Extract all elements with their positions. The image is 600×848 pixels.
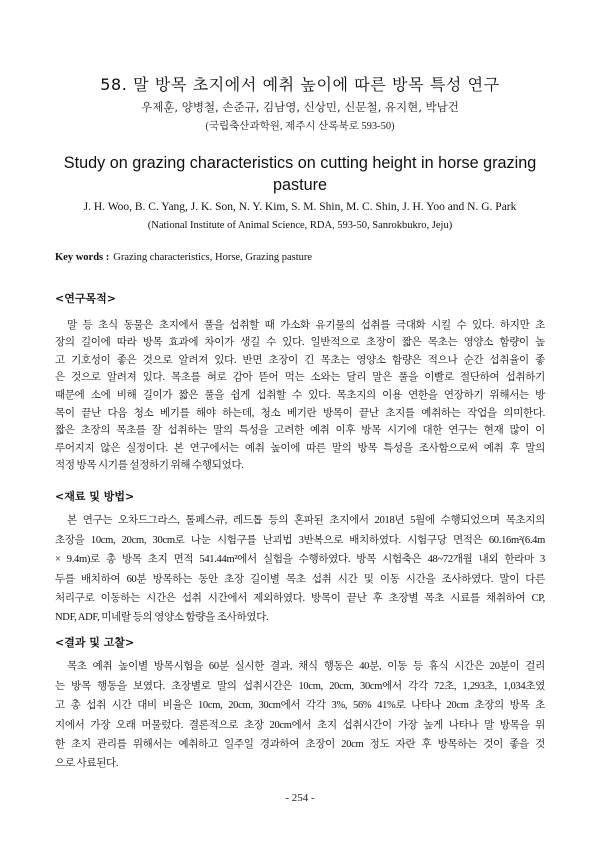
body-line: 때문에 소에 비해 길이가 짧은 풀을 쉽게 섭취할 수 있다. 목초지의 이용 연한을 연장하기 위해서는 방 (55, 390, 545, 402)
body-line: 짧은 초장의 목초를 잘 섭취하는 말의 특성을 고려한 예취 이후 방목 시기에 대한 연구는 현재 많이 이 (55, 425, 545, 437)
english-title: Study on grazing characteristics on cutting height in horse grazing pasture (63, 154, 537, 194)
section-heading-methods: <재료 및 방법> (55, 490, 135, 503)
body-line: 는 방목 행동을 보였다. 초장별로 말의 섭취시간은 10cm, 20cm, 30cm에서 각각 72초, 1,293초, 1,034초였 (55, 680, 545, 692)
body-line: 말 등 초식 동물은 초지에서 풀을 섭취할 때 가소화 유기물의 섭취를 극대화 시킬 수 있다. 하지만 초 (67, 319, 545, 331)
section-heading-results: <결과 및 고찰> (55, 636, 135, 649)
body-line: 초장을 10cm, 20cm, 30cm로 나눈 시험구를 난괴법 3반복으로 배치하였다. 시험구당 면적은 60.16m²(6.4m (55, 534, 545, 546)
keywords-label: Key words : (55, 252, 110, 263)
objective-paragraph (55, 317, 545, 475)
korean-authors: 우제훈, 양병철, 손준규, 김남영, 신상민, 신문철, 유지현, 박남건 (141, 100, 459, 114)
methods-paragraph (55, 511, 545, 627)
body-line: 한 초지 관리를 위해서는 예취하고 일주일 경과하여 초장이 20cm 정도 자란 후 방목하는 것이 좋을 것 (55, 738, 545, 750)
english-affiliation: (National Institute of Animal Science, RDA, 593-50, Sanrokbukro, Jeju) (147, 220, 453, 231)
keywords-line (55, 250, 545, 266)
body-line: 목이 끝난 다음 청소 베기를 해야 하는데, 청소 베기란 방목이 끝난 초지를 예취하는 작업을 의미한다. (55, 407, 545, 419)
english-authors: J. H. Woo, B. C. Yang, J. K. Son, N. Y. Kim, S. M. Shin, M. C. Shin, J. H. Yoo and N. G. Park (83, 201, 517, 213)
body-line: 장의 길이에 따라 방목 효과에 차이가 생길 수 있다. 일반적으로 초장이 짧은 목초는 영양소 함량이 높 (55, 337, 545, 349)
results-paragraph (55, 657, 545, 773)
korean-affiliation: (국립축산과학원, 제주시 산록북로 593-50) (205, 121, 395, 132)
body-line: 처리구로 이동하는 시간은 섭취 시간에서 제외하였다. 방목이 끝난 후 초장별 목초 시료를 채취하여 CP, (55, 592, 545, 604)
body-line: 고 기호성이 좋은 것으로 알려져 있다. 반면 초장이 긴 목초는 영양소 함량은 적으나 순간 섭취율이 좋 (55, 354, 545, 366)
page-number: - 254 - (285, 792, 315, 804)
body-line: NDF, ADF, 미네랄 등의 영양소 함량을 조사하였다. (55, 612, 269, 624)
body-line: 적정 방목 시기를 설정하기 위해 수행되었다. (55, 460, 244, 472)
body-line: 목초 예취 높이별 방목시험을 60분 실시한 결과, 채식 행동은 40분, 이동 등 휴식 시간은 20분이 걸리 (67, 661, 545, 673)
body-line: 두를 배치하여 60분 방목하는 동안 초장 길이별 목초 섭취 시간 및 이동 시간을 조사하였다. 말이 다른 (55, 573, 545, 585)
section-heading-objective: <연구목적> (55, 292, 116, 305)
body-line: 지에서 가장 오래 머물렀다. 결론적으로 초장 20cm에서 초지 섭취시간이 가장 높게 나타나 말 방목을 위 (55, 719, 545, 731)
body-line: 본 연구는 오차드그라스, 톨페스큐, 레드톱 등의 혼파된 초지에서 2018년 5월에 수행되었으며 목초지의 (67, 515, 545, 527)
body-line: 으로 사료된다. (55, 758, 119, 770)
body-line: 루어지지 않은 실정이다. 본 연구에서는 예취 높이에 따른 말의 방목 특성을 조사함으로써 예취 후 말의 (55, 442, 545, 454)
keywords-text: Grazing characteristics, Horse, Grazing pasture (113, 252, 313, 263)
korean-title: 58. 말 방목 초지에서 예취 높이에 따른 방목 특성 연구 (100, 75, 500, 94)
body-line: 고 총 섭취 시간 대비 비율은 10cm, 20cm, 30cm에서 각각 3%, 56% 41%로 나타나 20cm 초장의 방목 초 (55, 700, 545, 712)
body-line: 은 것으로 알려져 있다. 목초를 혀로 감아 뜯어 먹는 소와는 달리 말은 풀을 이빨로 절단하여 섭취하기 (55, 372, 545, 384)
body-line: × 9.4m)로 총 방목 초지 면적 541.44m²에서 실험을 수행하였다. 방목 시험축은 48~72개월 내외 한라마 3 (55, 554, 545, 566)
